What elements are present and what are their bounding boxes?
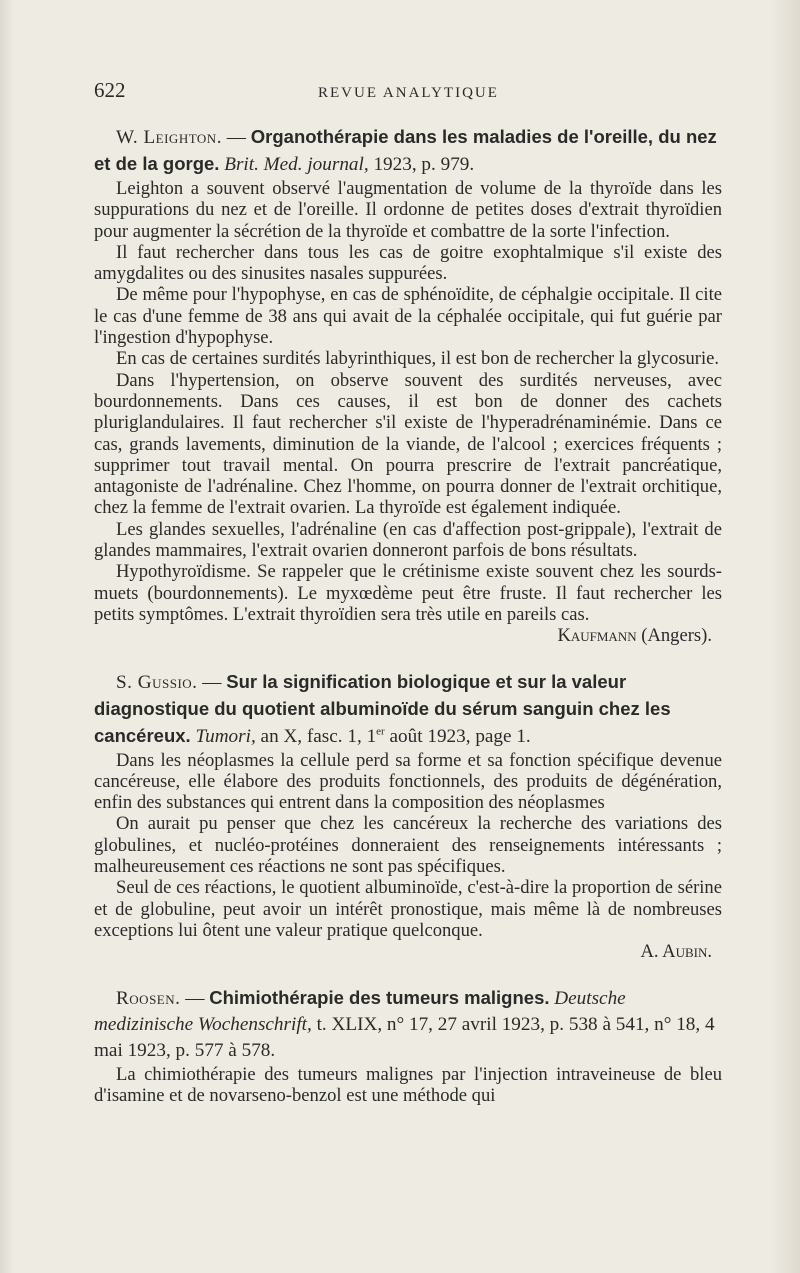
article-heading xyxy=(94,124,722,178)
article-author: W. Leighton. xyxy=(116,127,222,148)
article-source: Deutsche medizinische Wochenschrift, xyxy=(94,987,626,1035)
page-header xyxy=(94,78,722,112)
citation-superscript: er xyxy=(376,725,385,738)
running-head: REVUE ANALYTIQUE xyxy=(318,85,499,101)
article-author: Roosen. xyxy=(116,987,181,1009)
article-heading xyxy=(94,985,722,1064)
article-citation: t. XLIX, n° 17, 27 avril 1923, p. 538 à 541, n° 18, 4 mai 1923, p. 577 à 578. xyxy=(94,1013,715,1061)
article-paragraph: Leighton a souvent observé l'augmentation de volume de la thyroïde dans les suppurations du nez et de l'oreille. Il ordonne de petites doses d'extrait thyroïdien pour augmenter la sécrétion de la thyroïde et combattre de la sorte l'infection. xyxy=(94,178,722,242)
article-paragraph: On aurait pu penser que chez les cancéreux la recherche des variations des globulines, et nucléo-protéines donneraient des renseignements intéressants ; malheureusement ces réactions ne sont pas spécifiques. xyxy=(94,813,722,878)
article-paragraph: Seul de ces réactions, le quotient albuminoïde, c'est-à-dire la proportion de sérine et de globuline, peut avoir un intérêt pronostique, mais même là de nombreuses exceptions lui ôtent une valeur pratique quelconque. xyxy=(94,877,722,941)
page-number: 622 xyxy=(94,78,126,102)
article-title: Chimiothérapie des tumeurs malignes. xyxy=(209,986,550,1008)
article-source: Tumori, xyxy=(195,725,256,747)
article-title: Sur la signification biologique et sur la valeur diagnostique du quotient albuminoïde du sérum sanguin chez les cancéreux. xyxy=(94,670,671,746)
heading-dash: — xyxy=(180,987,210,1009)
reviewer-name: A. Aubin. xyxy=(640,941,712,963)
article-gussio xyxy=(94,669,722,963)
article-citation: 1923, p. 979. xyxy=(368,154,475,175)
reviewer-place: (Angers). xyxy=(636,625,712,647)
article-citation-end: août 1923, page 1. xyxy=(384,725,531,747)
article-paragraph: Les glandes sexuelles, l'adrénaline (en cas d'affection post-grippale), l'extrait de glandes mammaires, l'extrait ovarien donneront parfois de bons résultats. xyxy=(94,518,722,562)
reviewer-name: Kaufmann xyxy=(557,625,637,647)
article-paragraph: Il faut rechercher dans tous les cas de goitre exophtalmique s'il existe des amygdalites ou des sinusites nasales suppurées. xyxy=(94,241,722,285)
article-paragraph: En cas de certaines surdités labyrinthiques, il est bon de rechercher la glycosurie. xyxy=(116,348,720,370)
article-roosen xyxy=(94,985,722,1107)
article-citation: an X, fasc. 1, 1 xyxy=(255,725,377,747)
reviewer-signature xyxy=(94,941,712,962)
article-title: Organothérapie dans les maladies de l'oreille, du nez et de la gorge. xyxy=(94,126,717,174)
article-paragraph: Dans les néoplasmes la cellule perd sa forme et sa fonction spécifique devenue cancéreuse, elle élabore des produits fonctionnels, des produits de dégénération, enfin des substances qui entrent dans la composition des néoplasmes xyxy=(94,749,722,814)
article-paragraph: De même pour l'hypophyse, en cas de sphénoïdite, de céphalgie occipitale. Il cite le cas d'une femme de 38 ans qui avait de la céphalée occipitale, qui fut guérie par l'ingestion d'hypophyse. xyxy=(94,284,722,349)
article-heading xyxy=(94,669,722,750)
article-paragraph: Dans l'hypertension, on observe souvent des surdités nerveuses, avec bourdonnements. Dans ces causes, il est bon de donner des cachets pluriglandulaires. Il faut rechercher s'il existe de l'hyperadrénaminémie. Dans ce cas, grands lavements, diminution de la viande, de l'alcool ; exercices fréquents ; supprimer tout travail mental. On pourra prescrire de l'extrait pancréatique, antagoniste de l'adrénaline. Chez l'homme, on pourra donner de l'extrait orchitique, chez la femme de l'extrait ovarien. La thyroïde est également indiquée. xyxy=(94,369,722,519)
article-leighton xyxy=(94,124,722,647)
heading-dash: — xyxy=(222,127,251,148)
article-paragraph: Hypothyroïdisme. Se rappeler que le crétinisme existe souvent chez les sourds-muets (bourdonnements). Le myxœdème peut être fruste. Il faut rechercher les petits symptômes. L'extrait thyroïdien sera très utile en pareils cas. xyxy=(94,561,722,625)
article-source: Brit. Med. journal, xyxy=(224,154,369,175)
heading-dash: — xyxy=(197,671,227,693)
reviewer-signature xyxy=(94,625,712,646)
article-author: S. Gussio. xyxy=(116,671,198,693)
article-paragraph: La chimiothérapie des tumeurs malignes par l'injection intraveineuse de bleu d'isamine et de novarseno-benzol est une méthode qui xyxy=(94,1063,722,1106)
